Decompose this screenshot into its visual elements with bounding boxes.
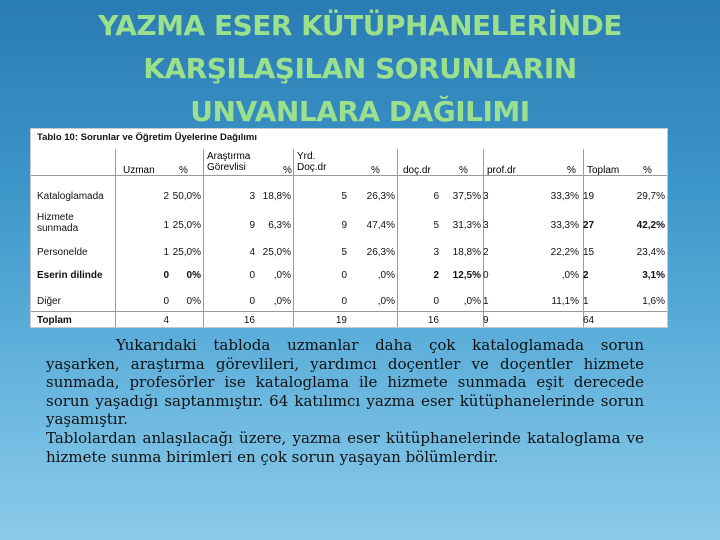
table-cell: 9 <box>341 220 347 231</box>
table-cell: 19 <box>335 315 347 326</box>
table-cell: 2 <box>583 270 589 281</box>
slide-title-line-3: UNVANLARA DAĞILIMI <box>190 95 530 128</box>
table-header-cell: % <box>179 165 188 176</box>
table-cell: 27 <box>583 220 595 231</box>
table-caption: Tablo 10: Sorunlar ve Öğretim Üyelerine Dağılımı <box>37 132 257 143</box>
table-cell: 15 <box>583 247 595 258</box>
table-cell: 25,0% <box>172 247 201 258</box>
table-cell: 3 <box>483 191 489 202</box>
table-cell: 9 <box>249 220 255 231</box>
table-row-label: Toplam <box>37 315 72 326</box>
table-header-cell: Uzman <box>123 165 155 176</box>
table-cell: 33,3% <box>550 220 579 231</box>
table-cell: 0 <box>163 296 169 307</box>
table-cell: 25,0% <box>172 220 201 231</box>
table-cell: 26,3% <box>366 191 395 202</box>
table-cell: 16 <box>243 315 255 326</box>
table-cell: 5 <box>433 220 439 231</box>
body-text <box>46 336 644 466</box>
table-cell: 64 <box>583 315 595 326</box>
table-cell: 1 <box>163 220 169 231</box>
table-cell: 0 <box>163 270 169 281</box>
data-table <box>30 128 668 328</box>
table-cell: 2 <box>163 191 169 202</box>
table-header-cell: % <box>283 165 292 176</box>
table-cell: 22,2% <box>550 247 579 258</box>
table-cell: 50,0% <box>172 191 201 202</box>
slide-title <box>60 4 660 133</box>
table-cell: 0 <box>433 296 439 307</box>
table-header-cell: Toplam <box>587 165 620 176</box>
table-cell: 25,0% <box>262 247 291 258</box>
table-cell: 19 <box>583 191 595 202</box>
paragraph-2: Tablolardan anlaşılacağı üzere, yazma eser kütüphanelerinde kataloglama ve hizmete sunma birimleri en çok sorun yaşayan bölümlerdir. <box>46 428 644 466</box>
table-cell: 16 <box>427 315 439 326</box>
table-header-cell: % <box>567 165 576 176</box>
table-cell: 1 <box>163 247 169 258</box>
table-cell: 42,2% <box>636 220 665 231</box>
table-cell: 0 <box>341 296 347 307</box>
table-cell: 1,6% <box>642 296 665 307</box>
table-header-cell: doç.dr <box>403 165 431 176</box>
table-cell: 37,5% <box>452 191 481 202</box>
table-cell: 31,3% <box>452 220 481 231</box>
table-row-label: Personelde <box>37 247 88 258</box>
table-cell: 18,8% <box>262 191 291 202</box>
table-cell: 18,8% <box>452 247 481 258</box>
table-cell: 4 <box>249 247 255 258</box>
table-cell: 2 <box>483 247 489 258</box>
table-cell: 5 <box>341 247 347 258</box>
table-cell: 12,5% <box>452 270 481 281</box>
slide-title-line-1: YAZMA ESER KÜTÜPHANELERİNDE <box>98 9 622 42</box>
table-cell: 3 <box>249 191 255 202</box>
table-cell: ,0% <box>561 270 579 281</box>
table-cell: 11,1% <box>551 296 579 307</box>
table-cell: ,0% <box>273 296 291 307</box>
table-cell: 6 <box>433 191 439 202</box>
table-row-divider <box>31 311 667 312</box>
table-cell: 1 <box>483 296 489 307</box>
table-header-cell: Yrd. Doç.dr <box>297 151 327 173</box>
paragraph-1: Yukarıdaki tabloda uzmanlar daha çok kataloglamada sorun yaşarken, araştırma görevlileri, yardımcı doçentler ve doçentler hizmete sunmada, profesörler ise kataloglama ile hizmete sunmada eşit derecede sorun yaşadığı saptanmıştır. 64 katılımcı yazma eser kütüphanelerinde sorun yaşamıştır. <box>46 336 644 429</box>
table-cell: 3 <box>433 247 439 258</box>
table-row-label: Eserin dilinde <box>37 270 103 281</box>
table-cell: ,0% <box>377 296 395 307</box>
table-cell: ,0% <box>463 296 481 307</box>
table-cell: 5 <box>341 191 347 202</box>
table-cell: 3,1% <box>642 270 665 281</box>
table-header-cell: % <box>643 165 652 176</box>
table-row-label: Hizmete sunmada <box>37 212 79 234</box>
table-cell: ,0% <box>273 270 291 281</box>
table-cell: 2 <box>433 270 439 281</box>
table-cell: 0 <box>341 270 347 281</box>
table-cell: 0 <box>249 270 255 281</box>
table-header-cell: Araştırma Görevlisi <box>207 151 251 173</box>
table-cell: 3 <box>483 220 489 231</box>
table-cell: 0% <box>186 270 201 281</box>
table-header-cell: % <box>459 165 468 176</box>
table-header-cell: % <box>371 165 380 176</box>
table-cell: 0% <box>186 296 201 307</box>
slide-title-line-2: KARŞILAŞILAN SORUNLARIN <box>143 52 577 85</box>
table-cell: 29,7% <box>636 191 665 202</box>
table-cell: ,0% <box>377 270 395 281</box>
table-row-label: Kataloglamada <box>37 191 104 202</box>
table-cell: 23,4% <box>636 247 665 258</box>
table-cell: 4 <box>163 315 169 326</box>
table-cell: 33,3% <box>550 191 579 202</box>
table-cell: 6,3% <box>268 220 291 231</box>
table-cell: 26,3% <box>366 247 395 258</box>
table-cell: 9 <box>483 315 489 326</box>
table-row-label: Diğer <box>37 296 61 307</box>
table-cell: 0 <box>483 270 489 281</box>
table-header-cell: prof.dr <box>487 165 516 176</box>
table-cell: 47,4% <box>366 220 395 231</box>
table-cell: 1 <box>583 296 589 307</box>
table-cell: 0 <box>249 296 255 307</box>
